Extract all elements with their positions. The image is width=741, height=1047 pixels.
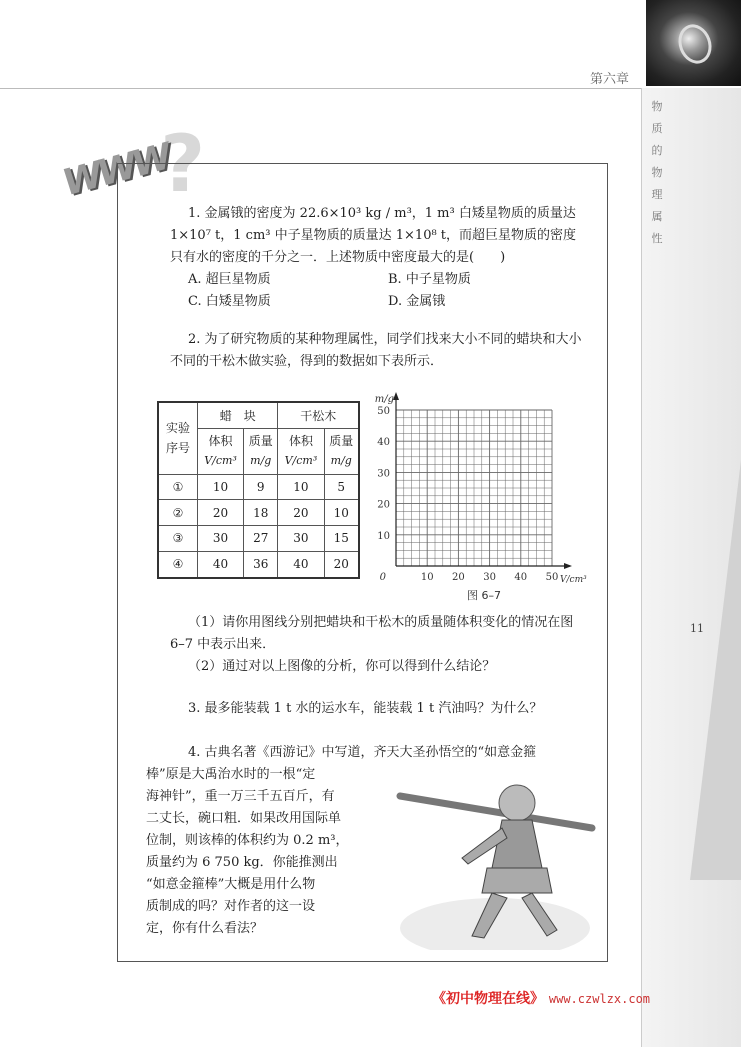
chapter-label: 第六章	[590, 72, 630, 87]
question-4-line-1: 4. 古典名著《西游记》中写道，齐天大圣孙悟空的“如意金箍	[188, 745, 537, 760]
question-4-body	[146, 786, 376, 940]
question-4-line: 质制成的吗？对作者的这一设	[146, 899, 316, 914]
grid-chart	[366, 378, 616, 586]
option-c: C. 白矮星物质	[188, 294, 271, 309]
y-tick-label: 30	[377, 468, 390, 480]
vertical-char: 物	[651, 166, 663, 179]
question-1	[170, 203, 585, 313]
question-4-line: 海神针”，重一万三千五百斤，有	[146, 789, 335, 804]
option-a: A. 超巨星物质	[188, 272, 271, 287]
table-row: ① 10 9 10 5	[158, 474, 359, 500]
side-triangle-decoration	[690, 460, 741, 880]
y-tick-label: 10	[377, 530, 390, 542]
table-header: 体积 V/cm³	[198, 428, 244, 474]
table-header: 体积 V/cm³	[278, 428, 324, 474]
chapter-nebula-image	[646, 0, 741, 86]
table-row: ④ 40 36 40 20	[158, 551, 359, 578]
chart-gridlines	[396, 410, 552, 566]
vertical-char: 理	[651, 188, 663, 201]
table-header: 质量 m/g	[244, 428, 278, 474]
table-row: ③ 30 27 30 15	[158, 526, 359, 552]
x-tick-label: 50	[545, 572, 559, 583]
question-4-line: 质量约为 6 750 kg．你能推测出	[146, 855, 338, 870]
footer-url: www.czwlzx.com	[548, 992, 651, 1006]
y-axis-label: m/g	[374, 394, 394, 405]
question-1-text: 1. 金属锇的密度为 22.6×10³ kg / m³，1 m³ 白矮星物质的质量达 1×10⁷ t，1 cm³ 中子星物质的质量达 1×10⁸ t，而超巨星物质的密度只有水的密度的千分之一．上述物质中密度最大的是( )	[170, 206, 577, 265]
footer-watermark	[432, 988, 650, 1008]
y-tick-label: 50	[377, 406, 390, 417]
table-corner: 实验 序号	[158, 402, 198, 474]
page-number: 11	[690, 622, 704, 635]
www-logo: WWW	[58, 136, 173, 205]
question-4-line: 二丈长，碗口粗．如果改用国际单	[146, 811, 342, 826]
table-group-pine: 干松木	[278, 402, 359, 428]
figure-caption: 图 6–7	[467, 589, 501, 602]
question-mark-icon: ?	[160, 120, 206, 210]
question-2-part-1: （1）请你用图线分别把蜡块和干松木的质量随体积变化的情况在图 6–7 中表示出来．	[170, 615, 574, 652]
table-header: 质量 m/g	[324, 428, 359, 474]
monkey-king-illustration	[392, 758, 598, 950]
vertical-chapter-title	[650, 96, 664, 250]
question-4-line: 定，你有什么看法？	[146, 921, 264, 936]
vertical-char: 的	[651, 144, 663, 157]
origin-label: 0	[379, 572, 386, 583]
question-1-options-row1	[170, 269, 585, 291]
vertical-char: 物	[651, 100, 663, 113]
question-4-line: 位制，则该棒的体积约为 0.2 m³，	[146, 833, 349, 848]
vertical-char: 质	[651, 122, 663, 135]
x-tick-label: 40	[514, 572, 528, 583]
option-d: D. 金属锇	[388, 294, 446, 309]
y-tick-label: 40	[377, 437, 390, 449]
question-2-intro: 2. 为了研究物质的某种物理属性，同学们找来大小不同的蜡块和大小不同的干松木做实验，得到的数据如下表所示．	[170, 332, 582, 369]
header-rule	[0, 88, 641, 89]
question-4-line-2: 棒”原是大禹治水时的一根“定	[146, 767, 316, 782]
chart-tick-labels	[375, 394, 587, 585]
x-tick-label: 30	[483, 572, 496, 583]
question-1-options-row2	[170, 291, 585, 313]
data-table	[157, 401, 360, 579]
table-row: ② 20 18 20 10	[158, 500, 359, 526]
option-b: B. 中子星物质	[388, 272, 471, 287]
table-group-wax: 蜡 块	[198, 402, 278, 428]
vertical-char: 性	[651, 232, 663, 245]
question-2-part-2: （2）通过对以上图像的分析，你可以得到什么结论？	[188, 659, 496, 674]
footer-brand: 《初中物理在线》	[432, 991, 544, 1007]
question-3: 3. 最多能装载 1 t 水的运水车，能装载 1 t 汽油吗？为什么？	[188, 701, 543, 716]
question-4-line: “如意金箍棒”大概是用什么物	[146, 877, 316, 892]
vertical-char: 属	[651, 210, 663, 223]
y-tick-label: 20	[377, 499, 390, 511]
x-tick-label: 20	[452, 572, 465, 583]
x-tick-label: 10	[420, 572, 434, 583]
x-axis-arrow	[564, 563, 572, 569]
question-2-parts	[170, 612, 585, 678]
x-axis-label: V/cm³	[560, 575, 587, 585]
side-divider	[641, 88, 642, 1047]
